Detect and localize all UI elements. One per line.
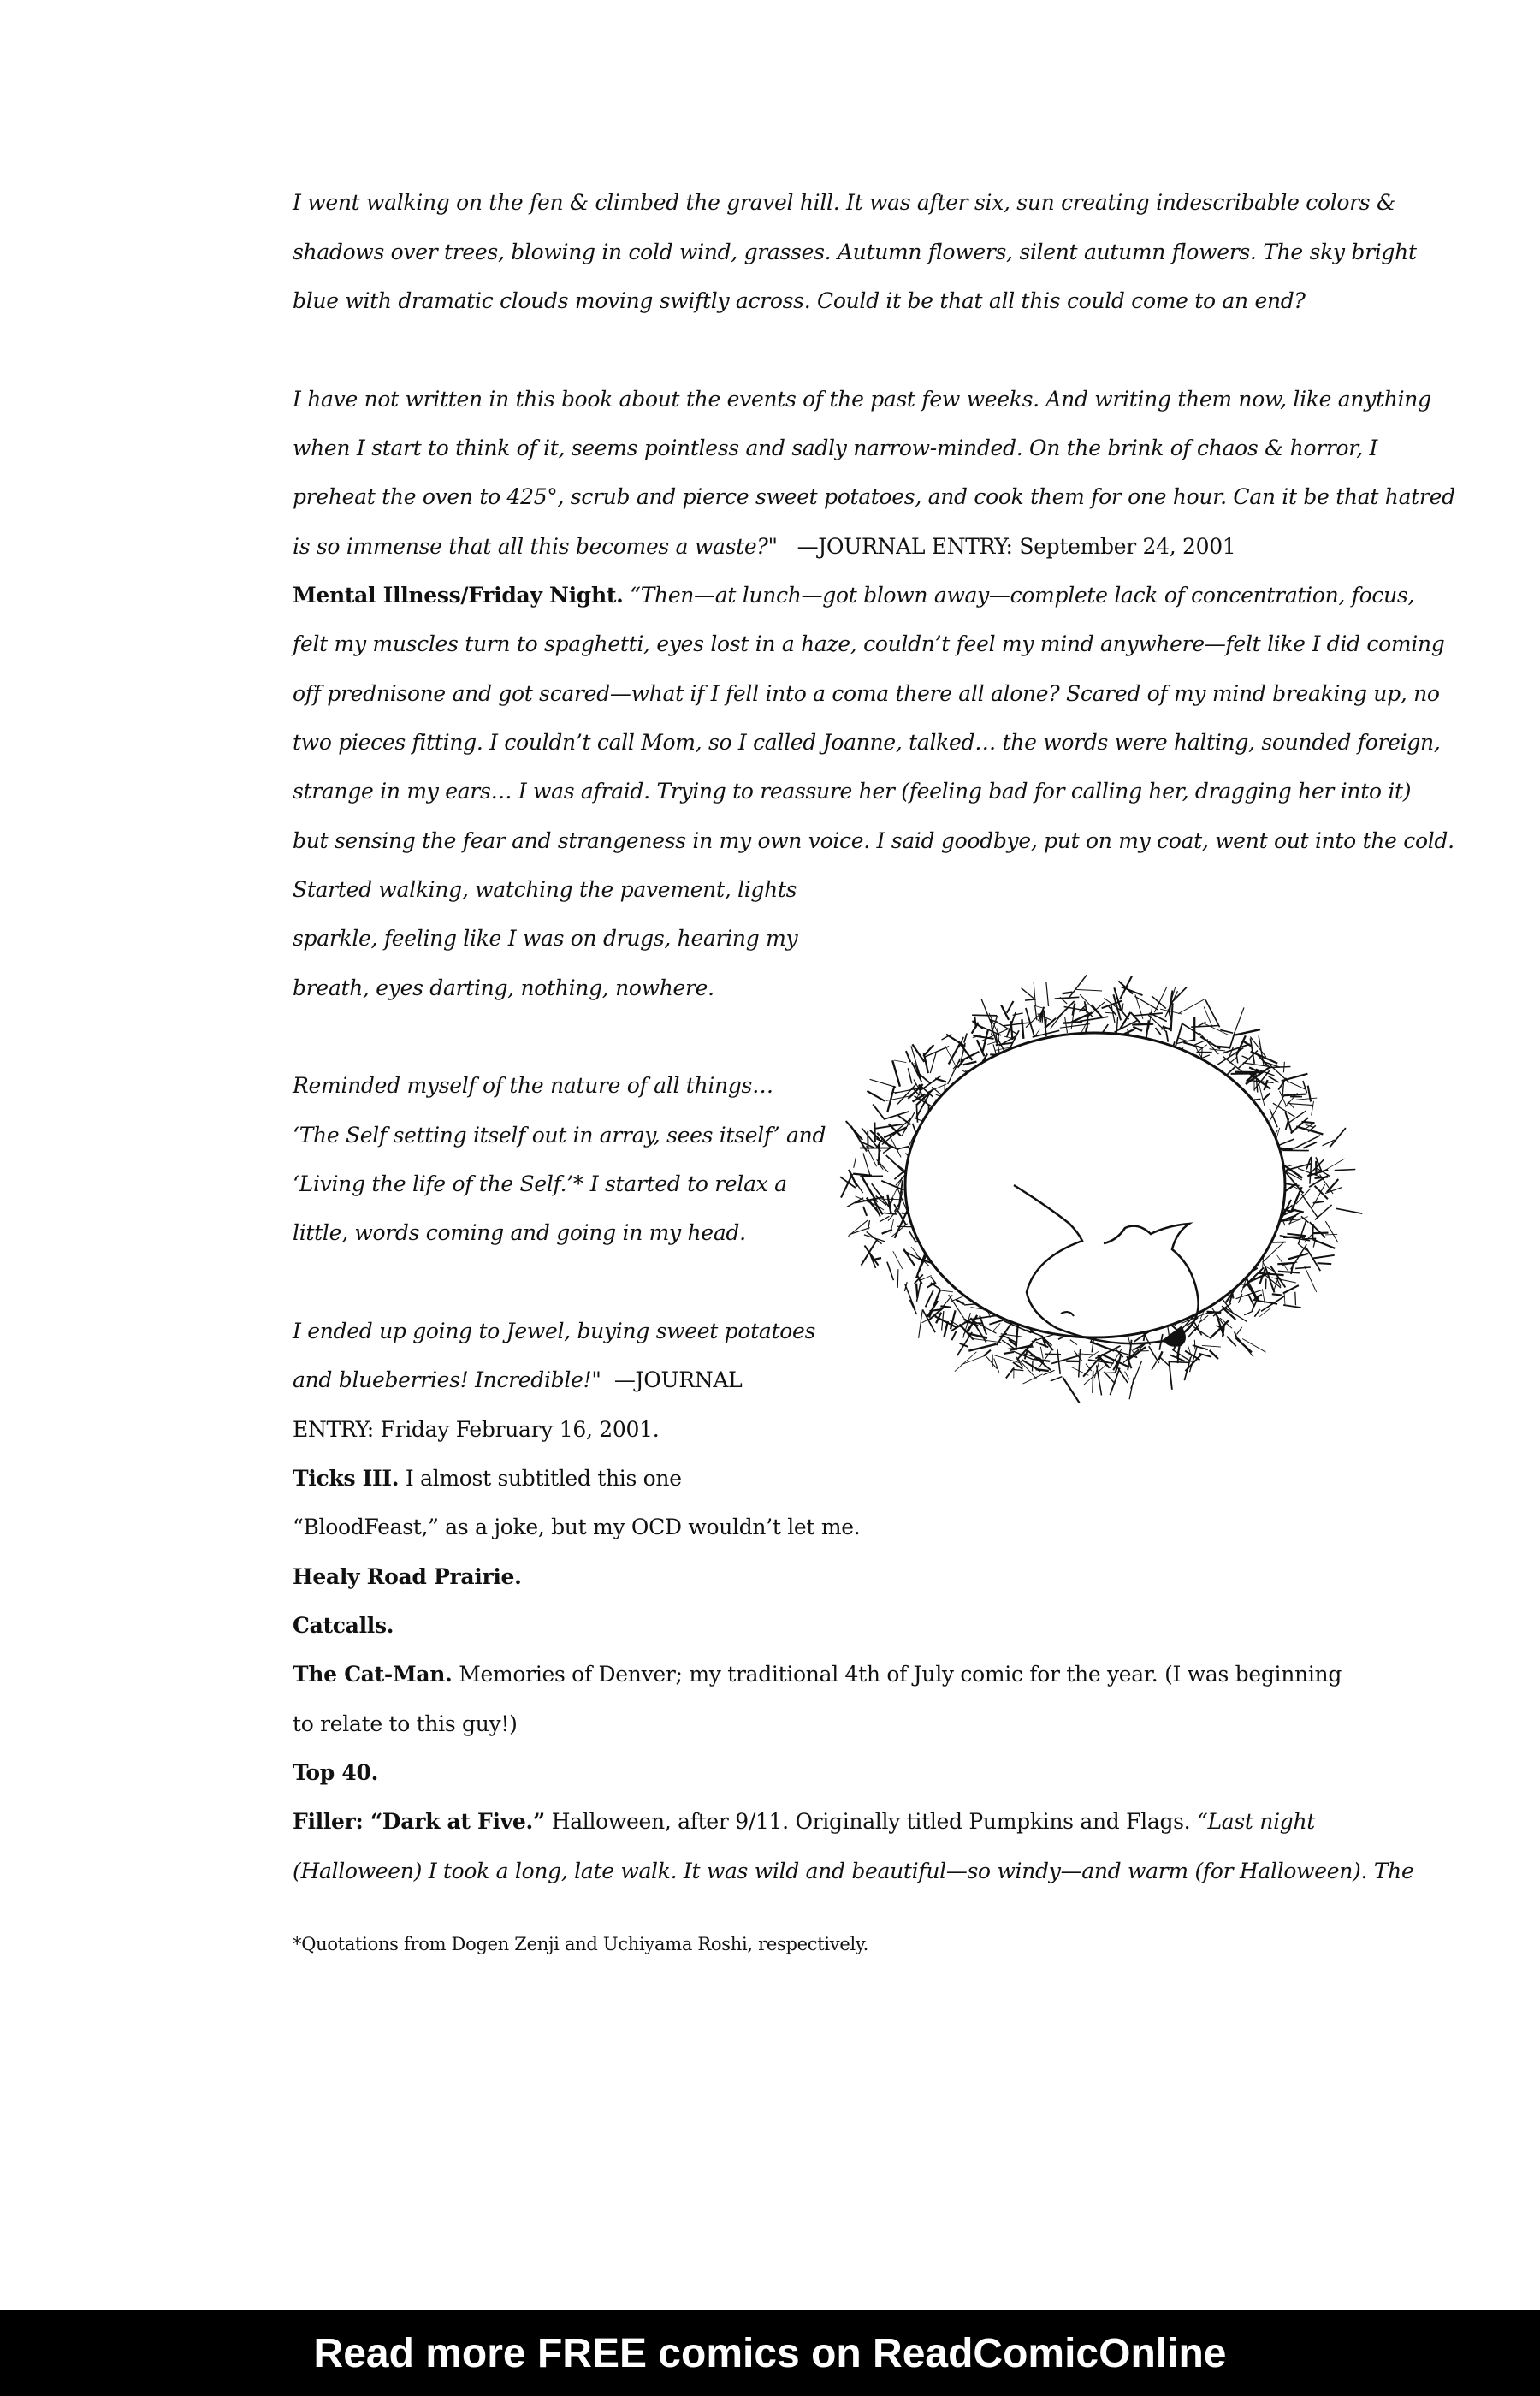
nest-scribble	[991, 1020, 992, 1031]
top40-title: Top 40.	[293, 1760, 378, 1785]
nest-scribble	[1123, 1343, 1146, 1363]
nest-scribble	[905, 1284, 915, 1310]
nest-scribble	[1335, 1170, 1356, 1171]
nest-scribble	[992, 1323, 1000, 1331]
catman-line-2: to relate to this guy!)	[293, 1711, 518, 1736]
mental-line-8: sparkle, feeling like I was on drugs, hearing my	[293, 926, 798, 951]
nest-scribble	[945, 1046, 957, 1067]
nest-scribble	[1046, 982, 1049, 1006]
mental-line-3: off prednisone and got scared—what if I fell into a coma there all alone? Scared of my mind breaking up, no	[293, 681, 1440, 706]
nest-scribble	[1248, 1295, 1254, 1306]
nest-scribble	[998, 1028, 999, 1041]
nest-scribble	[1263, 1094, 1270, 1100]
nest-scribble	[1078, 1354, 1094, 1355]
nest-scribble	[1235, 1007, 1245, 1031]
nest-scribble	[1210, 1350, 1218, 1359]
nest-scribble	[1035, 1006, 1044, 1009]
nest-scribble	[1175, 1023, 1182, 1049]
nest-scribble	[1034, 982, 1035, 1006]
nest-scribble	[926, 1290, 933, 1307]
nest-scribble	[1270, 1067, 1291, 1068]
nest-scribble	[944, 1295, 953, 1306]
nest-scribble	[1040, 1347, 1043, 1359]
nest-scribble	[1076, 989, 1102, 991]
nest-scribble	[1202, 1345, 1221, 1347]
nest-scribble	[1129, 1378, 1134, 1400]
nest-scribble	[1277, 1263, 1294, 1264]
nest-scribble	[916, 1253, 926, 1278]
nest-scribble	[1069, 975, 1087, 997]
nest-scribble	[1220, 1030, 1233, 1034]
nest-scribble	[1182, 1023, 1200, 1035]
nest-scribble	[1194, 1340, 1195, 1349]
nest-scribble	[1170, 1362, 1188, 1363]
mental-line-5: strange in my ears… I was afraid. Trying to reassure her (feeling bad for calling her, dragging her into it)	[293, 779, 1412, 804]
filler-line-1: Filler: “Dark at Five.” Halloween, after 9/11. Originally titled Pumpkins and Flags. “Last night	[293, 1809, 1316, 1834]
nest-scribble	[1148, 1009, 1152, 1030]
events-line-3: preheat the oven to 425°, scrub and pierce sweet potatoes, and cook them for one hour. Can it be that hatred	[293, 484, 1455, 509]
nest-scribble	[874, 1123, 875, 1142]
nest-scribble	[897, 1226, 912, 1227]
nest-scribble	[1004, 1352, 1014, 1354]
nest-scribble	[1312, 1255, 1335, 1259]
nest-scribble	[1283, 1094, 1306, 1096]
nest-scribble	[841, 1174, 852, 1198]
mental-line-7: Started walking, watching the pavement, lights	[293, 877, 797, 902]
nest-scribble	[873, 1105, 884, 1119]
nest-scribble	[1104, 1372, 1115, 1384]
nest-scribble	[1166, 1031, 1168, 1042]
nest-scribble	[1242, 1339, 1265, 1353]
nest-scribble	[1022, 1019, 1023, 1039]
nest-scribble	[1152, 1361, 1157, 1370]
nest-scribble	[1242, 1056, 1251, 1059]
nest-scribble	[906, 1051, 910, 1062]
nest-scribble	[1271, 1278, 1296, 1283]
nest-scribble	[874, 1124, 903, 1129]
nest-scribble	[1088, 1360, 1114, 1363]
nest-scribble	[880, 1216, 890, 1222]
nest-scribble	[1194, 1327, 1211, 1339]
nest-scribble	[903, 1249, 915, 1266]
mental-line-9: breath, eyes darting, nothing, nowhere.	[293, 976, 714, 1000]
nest-scribble	[989, 1320, 1004, 1325]
nest-scribble	[1289, 1111, 1306, 1123]
ticks-title: Ticks III.	[293, 1466, 400, 1491]
nest-scribble	[1270, 1095, 1285, 1122]
nest-scribble	[1133, 1013, 1163, 1016]
nest-scribble	[893, 1251, 903, 1269]
nest-scribble	[935, 1078, 946, 1082]
nest-scribble	[1022, 988, 1034, 999]
nest-scribble	[1238, 1294, 1242, 1303]
nest-scribble	[1269, 1076, 1279, 1082]
nest-scribble	[940, 1306, 951, 1307]
nest-scribble	[1079, 1349, 1081, 1378]
fen-line-1: I went walking on the fen & climbed the gravel hill. It was after six, sun creating indescribable colors &	[293, 190, 1395, 215]
nest-scribble	[1065, 1017, 1068, 1033]
events-line-1: I have not written in this book about the events of the past few weeks. And writing them now, like anything	[293, 387, 1431, 412]
nest-scribble	[984, 1350, 991, 1356]
nest-scribble	[1295, 1267, 1311, 1268]
reminded-line-2: ‘The Self setting itself out in array, sees itself’ and	[293, 1123, 826, 1148]
nest-scribble	[1312, 1101, 1314, 1116]
nest-scribble	[855, 1181, 863, 1194]
catman-title: The Cat-Man.	[293, 1662, 453, 1687]
nest-scribble	[992, 1355, 1021, 1363]
nest-scribble	[1325, 1234, 1337, 1235]
nest-scribble	[1025, 999, 1036, 1000]
filler-line-2: (Halloween) I took a long, late walk. It was wild and beautiful—so windy—and warm (for Halloween). The	[293, 1859, 1414, 1883]
nest-scribble	[1045, 1354, 1061, 1355]
nest-scribble	[1330, 1128, 1346, 1148]
nest-scribble	[1301, 1216, 1309, 1222]
nest-scribble	[912, 1044, 924, 1062]
nest-scribble	[1336, 1208, 1363, 1213]
nest-scribble	[1308, 1086, 1311, 1102]
nest-scribble	[972, 1015, 997, 1016]
nest-scribble	[1313, 1201, 1324, 1203]
mental-line-2: felt my muscles turn to spaghetti, eyes lost in a haze, couldn’t feel my mind anywhere—felt like I did coming	[293, 632, 1445, 656]
nest-scribble	[996, 1022, 1018, 1035]
nest-scribble	[1313, 1240, 1336, 1248]
fen-line-3: blue with dramatic clouds moving swiftly across. Could it be that all this could come to an end?	[293, 288, 1306, 313]
nest-scribble	[968, 1344, 996, 1351]
nest-scribble	[1270, 1266, 1285, 1287]
nest-scribble	[1306, 1124, 1314, 1127]
nest-scribble	[894, 1060, 907, 1063]
filler-title: Filler: “Dark at Five.”	[293, 1809, 546, 1834]
nest-scribble	[897, 1147, 909, 1149]
nest-scribble	[1169, 1361, 1172, 1390]
nest-scribble	[1146, 1020, 1149, 1038]
healy-title: Healy Road Prairie.	[293, 1564, 522, 1589]
nest-scribble	[1282, 1074, 1308, 1082]
nest-scribble	[1007, 1001, 1014, 1013]
nest-scribble	[1087, 1015, 1088, 1028]
nest-scribble	[892, 1060, 900, 1086]
fen-line-2: shadows over trees, blowing in cold wind, grasses. Autumn flowers, silent autumn flowers. The sky bright	[293, 240, 1417, 264]
nest-scribble	[1152, 996, 1166, 1009]
nest-scribble	[1254, 1309, 1259, 1317]
footnote: *Quotations from Dogen Zenji and Uchiyama Roshi, respectively.	[293, 1934, 869, 1954]
events-line-2: when I start to think of it, seems pointless and sadly narrow-minded. On the brink of chaos & horror, I	[293, 436, 1378, 460]
nest-scribble	[994, 1359, 999, 1373]
nest-scribble	[1003, 1023, 1029, 1026]
nest-scribble	[1315, 1186, 1328, 1200]
nest-scribble	[854, 1157, 856, 1168]
nest-scribble	[963, 1062, 977, 1065]
jewel-line-1: I ended up going to Jewel, buying sweet potatoes	[293, 1319, 815, 1343]
nest-scribble	[1284, 1292, 1285, 1305]
nest-scribble	[1313, 1233, 1328, 1234]
nest-scribble	[848, 1220, 868, 1237]
nest-scribble	[961, 1355, 985, 1365]
nest-scribble	[913, 1124, 916, 1132]
nest-scribble	[897, 1269, 898, 1288]
nest-scribble	[951, 1331, 956, 1340]
nest-scribble	[1055, 997, 1080, 999]
nest-scribble	[1295, 1292, 1296, 1306]
nest-scribble	[1315, 1205, 1332, 1220]
jewel-line-2: and blueberries! Incredible!" —JOURNAL	[293, 1367, 743, 1392]
nest-scribble	[1063, 993, 1073, 994]
nest-scribble	[939, 1290, 953, 1292]
nest-scribble	[1205, 1000, 1220, 1028]
nest-scribble	[1303, 1081, 1307, 1093]
nest-scribble	[891, 1219, 894, 1233]
nest-scribble	[956, 1300, 964, 1304]
nest-scribble	[1259, 1082, 1265, 1106]
nest-scribble	[1253, 1300, 1277, 1304]
nest-scribble	[1128, 1337, 1131, 1346]
nest-scribble	[1034, 1359, 1051, 1361]
nest-scribble	[1278, 1272, 1300, 1273]
nest-scribble	[1315, 1177, 1329, 1178]
nest-scribble	[1298, 1221, 1306, 1245]
nest-scribble	[1063, 1378, 1080, 1403]
nest-scribble	[1227, 1337, 1236, 1347]
nest-scribble	[1199, 1033, 1218, 1054]
nest-scribble	[846, 1121, 863, 1140]
catcalls-title: Catcalls.	[293, 1613, 394, 1638]
nest-scribble	[863, 1154, 871, 1177]
ticks-line-2: “BloodFeast,” as a joke, but my OCD wouldn’t let me.	[293, 1515, 861, 1539]
reminded-line-1: Reminded myself of the nature of all things…	[293, 1073, 773, 1098]
nest-scribble	[1070, 1340, 1077, 1345]
nest-scribble	[1318, 1263, 1332, 1264]
nest-scribble	[1202, 1023, 1229, 1035]
ticks-line-1: Ticks III. I almost subtitled this one	[293, 1466, 682, 1491]
mental-title: Mental Illness/Friday Night.	[293, 583, 624, 608]
nest-scribble	[1178, 999, 1205, 1014]
nest-scribble	[1235, 1029, 1260, 1035]
nest-scribble	[949, 1295, 964, 1318]
nest-scribble	[911, 1247, 917, 1254]
nest-scribble	[1013, 1013, 1023, 1016]
mental-line-6: but sensing the fear and strangeness in my own voice. I said goodbye, put on my coat, went out into the cold.	[293, 828, 1454, 853]
nest-scribble	[1296, 1098, 1317, 1100]
nest-scribble	[867, 1091, 885, 1101]
nest-scribble	[1288, 1101, 1294, 1108]
nest-scribble	[908, 1068, 912, 1083]
reminded-line-3: ‘Living the life of the Self.’* I started to relax a	[293, 1171, 787, 1196]
reminded-line-4: little, words coming and going in my head.	[293, 1220, 746, 1245]
mental-line-4: two pieces fitting. I couldn’t call Mom, so I called Joanne, talked… the words were halting, sounded foreign,	[293, 730, 1441, 755]
nest-scribble	[870, 1079, 897, 1087]
nest-scribble	[884, 1112, 909, 1119]
nest-scribble	[891, 1224, 907, 1237]
nest-scribble	[1051, 1355, 1079, 1363]
nest-scribble	[1006, 1368, 1014, 1379]
nest-scribble	[1072, 1367, 1089, 1376]
nest-scribble	[1122, 1003, 1123, 1011]
nest-scribble	[1287, 1234, 1306, 1237]
nest-scribble	[1156, 1028, 1161, 1035]
nest-scribble	[1244, 1311, 1253, 1315]
nest-scribble	[927, 1301, 938, 1317]
nest-scribble	[1305, 1266, 1317, 1292]
nest-scribble	[1051, 1010, 1065, 1029]
nest-scribble	[1016, 1325, 1018, 1347]
nest-scribble	[1132, 1024, 1153, 1025]
nest-scribble	[1229, 1032, 1235, 1049]
nest-scribble	[1265, 1279, 1266, 1290]
nest-scribble	[1237, 1327, 1242, 1335]
nest-scribble	[1324, 1159, 1345, 1171]
nest-scribble	[1262, 1289, 1265, 1306]
nest-scribble	[974, 1338, 1002, 1342]
nest-scribble	[1188, 1346, 1192, 1357]
jewel-source: ENTRY: Friday February 16, 2001.	[293, 1417, 660, 1442]
nest-scribble	[909, 1300, 916, 1314]
nest-scribble	[1209, 1049, 1225, 1051]
nest-scribble	[1283, 1305, 1301, 1308]
nest-scribble	[850, 1228, 870, 1235]
nest-scribble	[1272, 1294, 1282, 1295]
nest-scribble	[863, 1207, 867, 1216]
cat-in-nest-icon	[821, 950, 1377, 1429]
nest-scribble	[1236, 1054, 1237, 1063]
nest-scribble	[919, 1310, 923, 1338]
nest-scribble	[872, 1183, 889, 1207]
nest-scribble	[964, 1034, 967, 1043]
nest-scribble	[853, 1174, 872, 1176]
nest-scribble	[1265, 1267, 1274, 1292]
nest-scribble	[1051, 1377, 1063, 1381]
nest-scribble	[964, 1322, 983, 1323]
nest-scribble	[1247, 1283, 1257, 1300]
nest-scribble	[1172, 987, 1187, 1003]
nest-scribble	[1073, 1004, 1075, 1016]
catman-line-1: The Cat-Man. Memories of Denver; my traditional 4th of July comic for the year. (I was beginning	[293, 1662, 1342, 1687]
nest-scribble	[944, 1321, 948, 1337]
nest-scribble	[1149, 1346, 1159, 1363]
nest-scribble	[1301, 1122, 1314, 1123]
nest-scribble	[923, 1045, 933, 1056]
mental-line-1: Mental Illness/Friday Night. “Then—at lunch—got blown away—complete lack of concentration, focus,	[293, 583, 1415, 608]
promo-banner[interactable]: Read more FREE comics on ReadComicOnline	[0, 2310, 1540, 2396]
nest-scribble	[1183, 1042, 1202, 1047]
nest-scribble	[1312, 1224, 1313, 1240]
nest-scribble	[1292, 1210, 1304, 1213]
nest-scribble	[1023, 1374, 1043, 1384]
nest-scribble	[1301, 1194, 1318, 1217]
nest-scribble	[1312, 1184, 1325, 1208]
nest-scribble	[864, 1235, 886, 1242]
events-source: —JOURNAL ENTRY: September 24, 2001	[797, 534, 1236, 559]
nest-scribble	[887, 1262, 894, 1280]
events-line-4: is so immense that all this becomes a waste?" —JOURNAL ENTRY: September 24, 2001	[293, 534, 1236, 559]
nest-scribble	[930, 1053, 936, 1073]
